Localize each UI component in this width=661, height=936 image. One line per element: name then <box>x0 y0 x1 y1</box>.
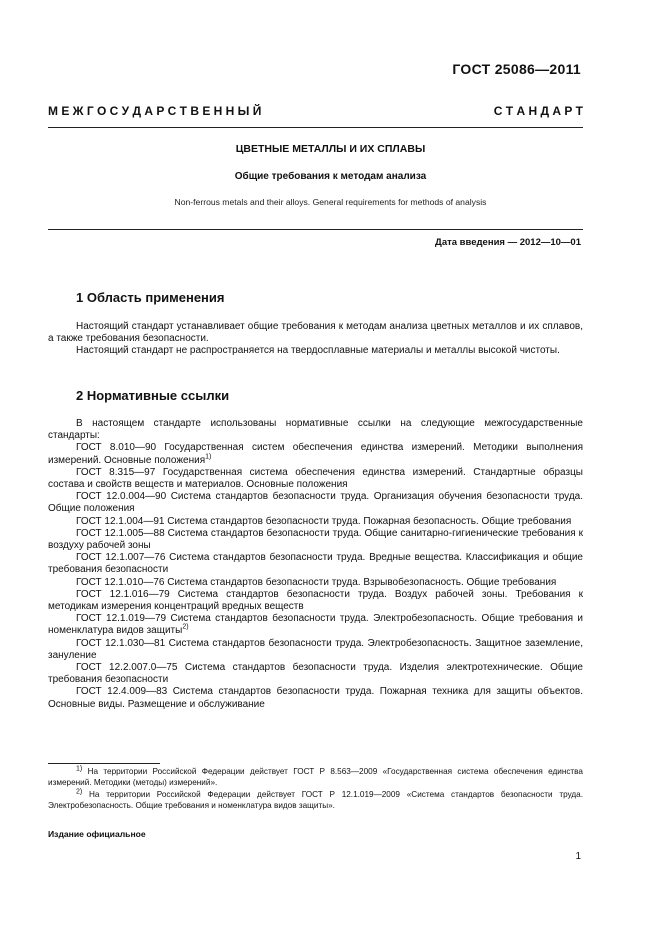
document-id: ГОСТ 25086—2011 <box>452 61 581 77</box>
paragraph: Настоящий стандарт не распространяется на твердосплавные материалы и металлы высокой чистоты. <box>76 345 560 357</box>
section-body-scope <box>48 321 583 358</box>
edition-label: Издание официальное <box>48 829 146 839</box>
reference-item: ГОСТ 12.1.005—88 Система стандартов безопасности труда. Общие санитарно-гигиенические требования к воздуху рабочей зоны <box>48 527 583 552</box>
reference-item: ГОСТ 8.010—90 Государственная систем обеспечения единства измерений. Методики выполнения измерений. Основные положения$^{1)}$ <box>48 442 583 466</box>
reference-item: ГОСТ 12.1.019—79 Система стандартов безопасности труда. Электробезопасность. Общие требования и номенклатура видов защиты$^{2)}$ <box>48 613 583 637</box>
paragraph: В настоящем стандарте использованы нормативные ссылки на следующие межгосударственные стандарты: <box>48 418 583 442</box>
introduction-date: Дата введения — 2012—10—01 <box>435 237 581 248</box>
section-heading-references: 2 Нормативные ссылки <box>76 388 230 403</box>
footnote-ref[interactable]: 2) <box>182 624 189 632</box>
footnote-ref[interactable]: 1) <box>205 453 212 461</box>
title-rule <box>48 229 583 230</box>
interstate-standard-banner <box>48 104 583 118</box>
footnote-separator <box>48 763 160 764</box>
reference-item: ГОСТ 12.2.007.0—75 Система стандартов безопасности труда. Изделия электротехнические. Общие требования безопасности <box>48 662 583 686</box>
reference-item: ГОСТ 12.1.010—76 Система стандартов безопасности труда. Взрывобезопасность. Общие требования <box>76 576 557 588</box>
page-number: 1 <box>575 851 581 862</box>
banner-word-standard: С Т А Н Д А Р Т <box>493 104 583 118</box>
reference-item: ГОСТ 12.1.004—91 Система стандартов безопасности труда. Пожарная безопасность. Общие требования <box>76 515 572 527</box>
reference-item: ГОСТ 12.0.004—90 Система стандартов безопасности труда. Организация обучения безопасности труда. Общие положения <box>48 491 583 515</box>
reference-item: ГОСТ 12.1.007—76 Система стандартов безопасности труда. Вредные вещества. Классификация и общие требования безопасности <box>48 552 583 576</box>
english-title: Non-ferrous metals and their alloys. General requirements for methods of analysis <box>174 197 487 207</box>
footnote: $^{2)}$ На территории Российской Федерации действует ГОСТ Р 12.1.019—2009 «Система стандартов безопасности труда. Электробезопасность. Общие требования и номенклатура видов защиты». <box>48 787 584 810</box>
document-title: ЦВЕТНЫЕ МЕТАЛЛЫ И ИХ СПЛАВЫ <box>235 143 426 155</box>
banner-word-interstate: М Е Ж Г О С У Д А Р С Т В Е Н Н Ы Й <box>48 104 262 118</box>
footnote: $^{1)}$ На территории Российской Федерации действует ГОСТ Р 8.563—2009 «Государственная система обеспечения единства измерений. Методики (методы) измерений». <box>48 765 583 788</box>
section-heading-scope: 1 Область применения <box>76 290 225 305</box>
reference-item: ГОСТ 12.1.016—79 Система стандартов безопасности труда. Воздух рабочей зоны. Требования к методикам измерения концентраций вредных веществ <box>48 588 583 613</box>
header-rule <box>48 127 583 128</box>
document-subtitle: Общие требования к методам анализа <box>234 171 427 182</box>
reference-item: ГОСТ 8.315—97 Государственная система обеспечения единства измерений. Стандартные образцы состава и свойств веществ и материалов. Основные положения <box>48 466 583 491</box>
reference-item: ГОСТ 12.4.009—83 Система стандартов безопасности труда. Пожарная техника для защиты объектов. Основные виды. Размещение и обслуживание <box>48 686 583 710</box>
footnotes <box>48 766 583 811</box>
section-body-references <box>48 418 583 711</box>
reference-item: ГОСТ 12.1.030—81 Система стандартов безопасности труда. Электробезопасность. Защитное заземление, зануление <box>48 637 583 661</box>
paragraph: Настоящий стандарт устанавливает общие требования к методам анализа цветных металлов и их сплавов, а также требования безопасности. <box>48 321 583 345</box>
